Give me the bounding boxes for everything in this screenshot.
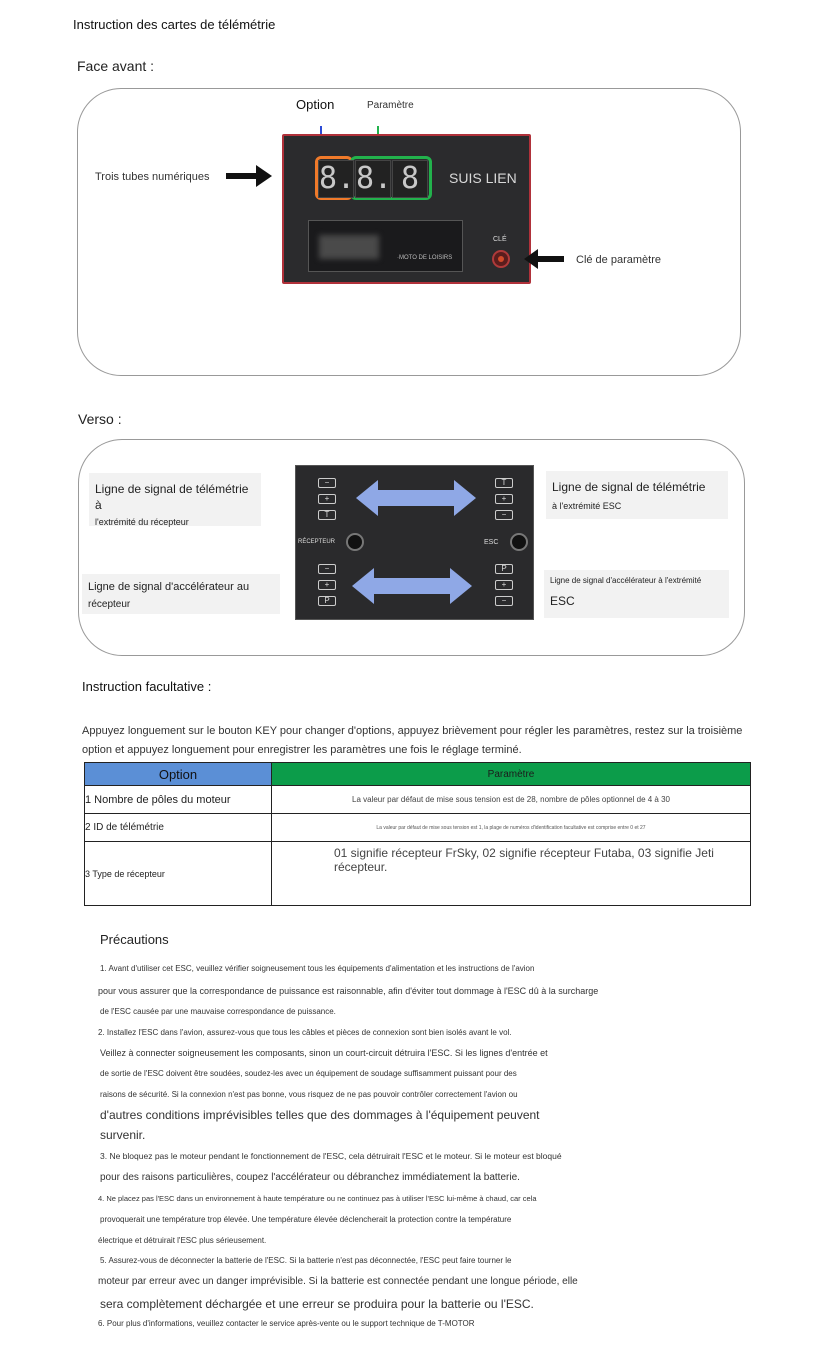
row-3-param	[272, 842, 751, 906]
pin-bottom-right-3: −	[495, 596, 513, 606]
window-small-text: ·MOTO DE LOISIRS	[397, 255, 453, 261]
receiver-jack	[346, 533, 364, 551]
callout-right-top-line1: Ligne de signal de télémétrie	[552, 480, 706, 494]
key-description: Clé de paramètre	[576, 254, 661, 266]
callout-left-bottom-line1: Ligne de signal d'accélérateur au	[88, 581, 250, 593]
table-row	[85, 814, 751, 842]
table-header-parametre: Paramètre	[272, 763, 751, 786]
arrow-right-icon	[226, 165, 272, 187]
tubes-label: Trois tubes numériques	[95, 171, 210, 183]
digit-tube-2: 8.	[356, 161, 393, 196]
callout-left-top	[89, 473, 261, 526]
table-row	[85, 786, 751, 814]
precaution-line-9: survenir.	[100, 1128, 146, 1142]
callout-right-bottom-line2: ESC	[550, 593, 575, 608]
precaution-line-3: de l'ESC causée par une mauvaise correspondance de puissance.	[100, 1007, 336, 1016]
back-panel-photo	[295, 465, 534, 620]
esc-jack	[510, 533, 528, 551]
blurred-logo	[319, 235, 379, 259]
front-heading: Face avant :	[77, 58, 155, 74]
display-window	[308, 220, 463, 272]
pin-bottom-left-3: P	[318, 596, 336, 606]
precaution-line-8: d'autres conditions imprévisibles telles que des dommages à l'équipement peuvent	[100, 1108, 540, 1122]
precaution-line-17: sera complètement déchargée et une erreur se produira pour la batterie ou l'ESC.	[100, 1297, 534, 1311]
pin-top-right-3: −	[495, 510, 513, 520]
options-table	[84, 762, 751, 906]
callout-left-bottom	[82, 574, 280, 614]
brand-text: SUIS LIEN	[449, 170, 517, 186]
pin-top-left-1: −	[318, 478, 336, 488]
key-button[interactable]	[492, 250, 510, 268]
precaution-line-10: 3. Ne bloquez pas le moteur pendant le fonctionnement de l'ESC, cela détruirait l'ESC et le moteur. Si le moteur est bloqué	[100, 1151, 562, 1161]
precaution-line-13: provoquerait une température trop élevée. Une température élevée déclencherait la protection contre la température	[100, 1215, 512, 1224]
instruction-heading: Instruction facultative :	[82, 679, 212, 694]
document-title: Instruction des cartes de télémétrie	[73, 17, 276, 32]
double-arrow-top-icon	[356, 478, 476, 518]
callout-right-top-line2: à l'extrémité ESC	[552, 501, 622, 512]
table-header-option: Option	[85, 763, 272, 786]
precaution-line-6: de sortie de l'ESC doivent être soudées, soudez-les avec un équipement de soudage suffisamment puissant pour des	[100, 1069, 517, 1078]
pin-bottom-left-1: −	[318, 564, 336, 574]
precaution-line-16: moteur par erreur avec un danger imprévisible. Si la batterie est connectée pendant une longue période, elle	[98, 1276, 578, 1287]
precaution-line-7: raisons de sécurité. Si la connexion n'est pas bonne, vous risquez de ne pas pouvoir contrôler correctement l'avion ou	[100, 1090, 518, 1099]
row-2-option: 2 ID de télémétrie	[85, 814, 272, 842]
pin-top-right-2: +	[495, 494, 513, 504]
callout-right-top	[546, 471, 728, 519]
row-3-param-line1: 01 signifie récepteur FrSky, 02 signifie récepteur Futaba, 03 signifie Jeti	[334, 846, 714, 860]
row-1-option: 1 Nombre de pôles du moteur	[85, 786, 272, 814]
callout-left-top-line1: Ligne de signal de télémétrie à	[95, 482, 249, 513]
pin-bottom-left-2: +	[318, 580, 336, 590]
precaution-line-15: 5. Assurez-vous de déconnecter la batterie de l'ESC. Si la batterie n'est pas déconnectée, l'ESC peut faire tourner le	[100, 1256, 512, 1265]
row-1-param: La valeur par défaut de mise sous tension est de 28, nombre de pôles optionnel de 4 à 30	[272, 786, 751, 814]
precaution-line-5: Veillez à connecter soigneusement les composants, sinon un court-circuit détruira l'ESC. Si les lignes d'entrée et	[100, 1048, 548, 1058]
precaution-line-12: 4. Ne placez pas l'ESC dans un environnement à haute température ou ne continuez pas à utiliser l'ESC lui-même à chaud, car cela	[98, 1194, 537, 1203]
recepteur-label: RÉCEPTEUR	[298, 539, 336, 545]
precaution-line-14: électrique et détruirait l'ESC plus sérieusement.	[98, 1236, 267, 1245]
callout-right-bottom-line1: Ligne de signal d'accélérateur à l'extrémité	[550, 576, 702, 585]
pin-top-left-2: +	[318, 494, 336, 504]
precaution-line-2: pour vous assurer que la correspondance de puissance est raisonnable, afin d'éviter tout dommage à l'ESC dû à la surcharge	[98, 986, 599, 996]
pin-bottom-right-1: P	[495, 564, 513, 574]
row-3-param-line2: récepteur.	[334, 860, 388, 874]
back-heading: Verso :	[78, 411, 122, 427]
table-row	[85, 842, 751, 906]
callout-left-top-line2: l'extrémité du récepteur	[95, 517, 189, 528]
esc-label: ESC	[484, 539, 499, 546]
instruction-line-1: Appuyez longuement sur le bouton KEY pour changer d'options, appuyez brièvement pour régler les paramètres, restez sur la troisième	[82, 725, 743, 737]
pin-top-left-3: T	[318, 510, 336, 520]
row-3-option: 3 Type de récepteur	[85, 842, 272, 906]
digit-tube-1: 8.	[319, 161, 356, 196]
pin-bottom-right-2: +	[495, 580, 513, 590]
precaution-line-11: pour des raisons particulières, coupez l'accélérateur ou débranchez immédiatement la batterie.	[100, 1172, 520, 1183]
callout-left-bottom-line2: récepteur	[88, 598, 131, 610]
callout-right-bottom	[544, 570, 729, 618]
pin-top-right-1: T	[495, 478, 513, 488]
precaution-line-4: 2. Installez l'ESC dans l'avion, assurez-vous que tous les câbles et pièces de connexion sont bien isolés avant le vol.	[98, 1028, 512, 1037]
precaution-line-18: 6. Pour plus d'informations, veuillez contacter le service après-vente ou le support technique de T-MOTOR	[98, 1319, 475, 1328]
digit-tube-3: 8	[392, 160, 428, 198]
arrow-left-icon	[524, 249, 564, 269]
parametre-label: Paramètre	[367, 100, 414, 111]
option-label: Option	[296, 97, 335, 112]
precaution-line-1: 1. Avant d'utiliser cet ESC, veuillez vérifier soigneusement tous les équipements d'alimentation et les instructions de l'avion	[100, 964, 535, 973]
instruction-line-2: option et appuyez longuement pour enregistrer les paramètres une fois le réglage terminé.	[82, 744, 522, 756]
row-2-param: La valeur par défaut de mise sous tension est 1, la plage de numéros d'identification facultative est comprise entre 0 et 27	[272, 814, 751, 842]
key-label: CLÉ	[493, 236, 507, 243]
double-arrow-bottom-icon	[352, 566, 472, 606]
front-panel-photo	[282, 134, 531, 284]
precautions-heading: Précautions	[100, 932, 169, 947]
